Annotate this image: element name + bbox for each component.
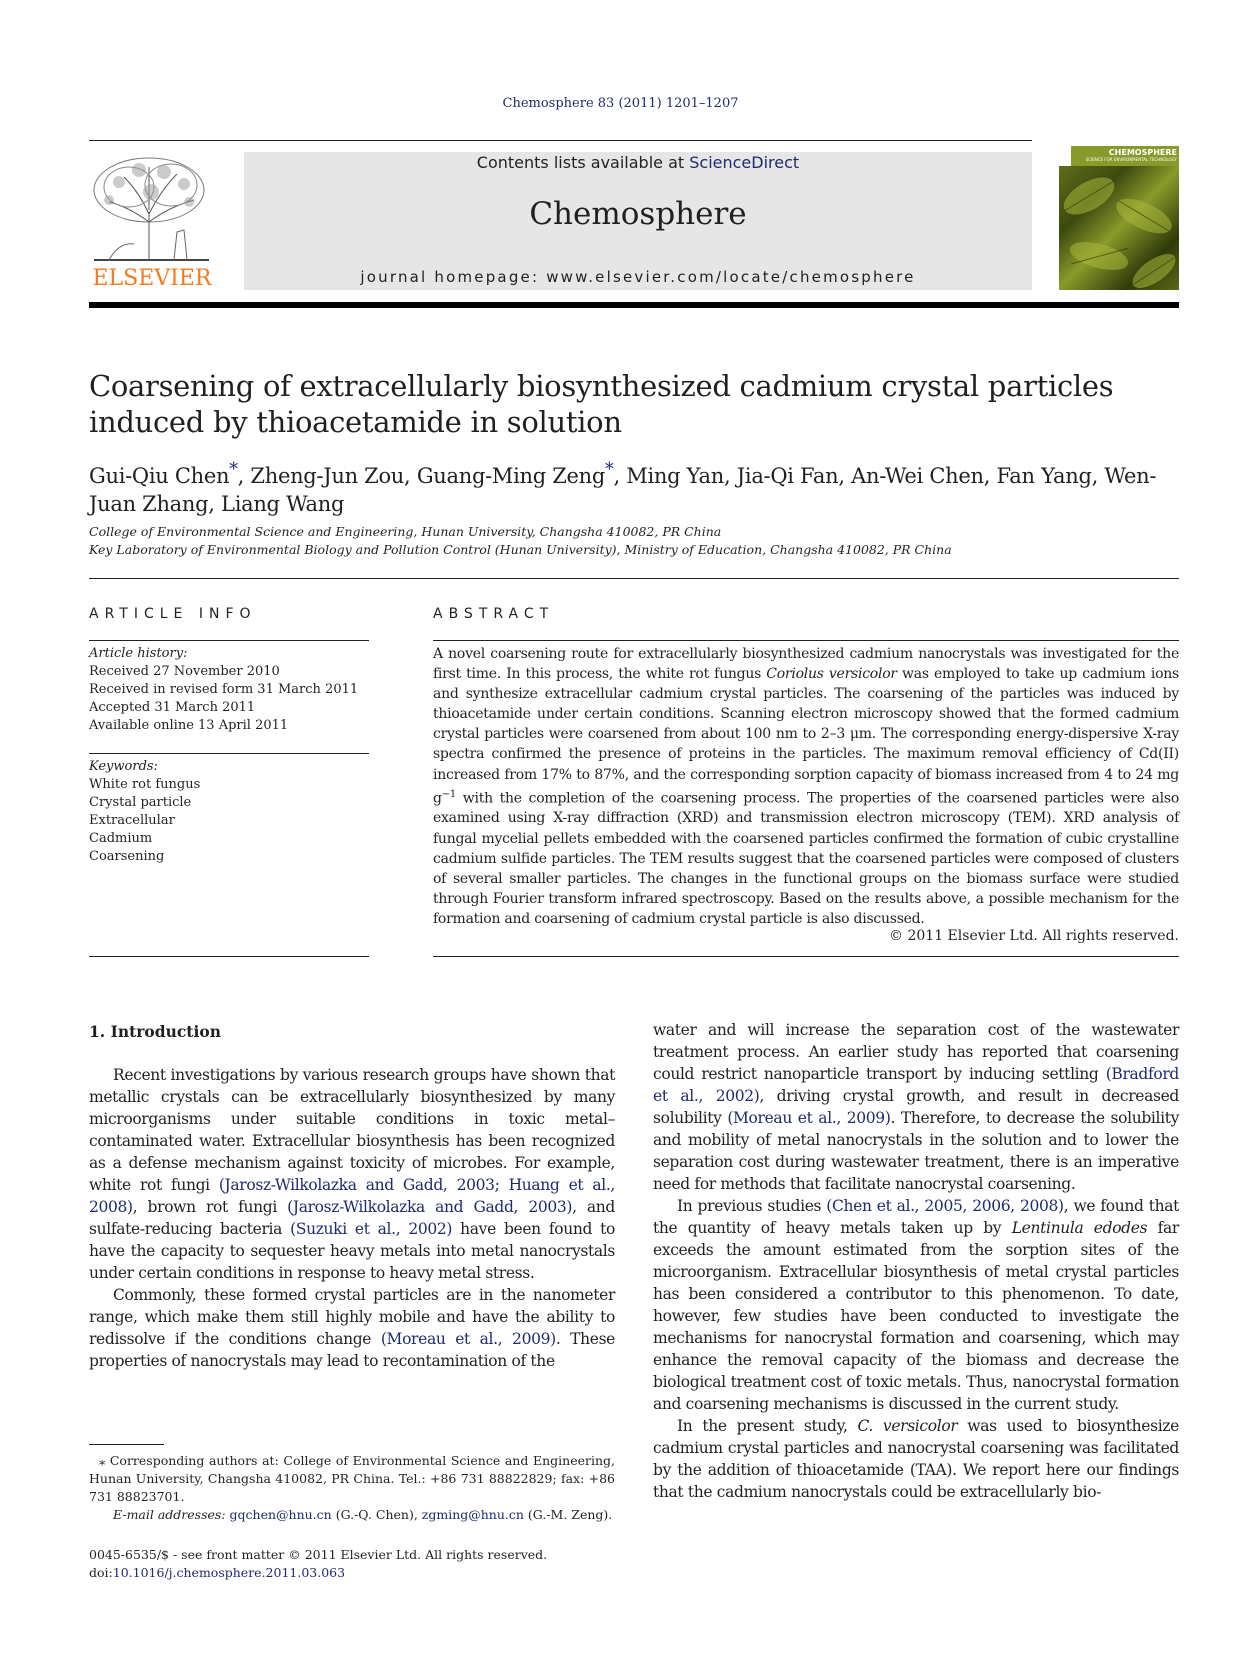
email-owner: (G.-M. Zeng). — [523, 1507, 613, 1522]
author-separator: , — [613, 464, 627, 488]
author-separator: , — [838, 464, 852, 488]
front-matter-line: 0045-6535/$ - see front matter © 2011 Elsevier Ltd. All rights reserved. — [89, 1547, 548, 1562]
text-run: was used to biosynthesize cadmium crystal particles and nanocrystal coarsening was facilitated by the addition of thioacetamide (TAA). We report here our findings that the cadmium nanocrystals could be extracellularly bio- — [653, 1417, 1179, 1501]
keywords-label: Keywords: — [89, 759, 158, 774]
intro-paragraph-2-continued — [653, 1019, 1179, 1195]
history-online: Available online 13 April 2011 — [89, 718, 289, 733]
intro-paragraph-3 — [653, 1195, 1179, 1415]
author-separator: , — [208, 492, 222, 516]
journal-citation[interactable]: Chemosphere 83 (2011) 1201–1207 — [502, 96, 739, 111]
corresponding-author-footnote — [89, 1452, 615, 1524]
author-list — [89, 456, 1179, 518]
author-name: Ming Yan — [626, 464, 725, 488]
journal-name: Chemosphere — [529, 196, 747, 232]
intro-left-column — [89, 1064, 615, 1372]
keyword-item: Extracellular — [89, 813, 175, 828]
doi-link[interactable]: 10.1016/j.chemosphere.2011.03.063 — [112, 1565, 346, 1580]
text-run: . Therefore, to decrease the solubility and mobility of metal nanocrystals in the solution and to lower the separation cost during wastewater treatment, there is an imperative need for methods that facilitate nanocrystal coarsening. — [653, 1109, 1180, 1193]
reference-link[interactable]: (Chen et al., 2005, 2006, 2008) — [826, 1197, 1064, 1215]
sciencedirect-link[interactable]: ScienceDirect — [689, 153, 800, 172]
author-name: An-Wei Chen — [851, 464, 984, 488]
header-thick-rule — [89, 302, 1179, 308]
author-name: Guang-Ming Zeng — [416, 464, 606, 488]
author-separator: , — [237, 464, 251, 488]
abstract-part: with the completion of the coarsening process. The properties of the coarsened particles were also examined using X-ray diffraction (XRD) and transmission electron microscopy (TEM). XRD analysis of fungal mycelial pellets embedded with the coarsened particles confirmed the formation of cubic crystalline cadmium sulfide particles. The TEM results suggest that the coarsened particles were composed of clusters of several smaller particles. The changes in the functional groups on the biomass surface were studied through Fourier transform infrared spectroscopy. Based on the results above, a possible mechanism for the formation and coarsening of cadmium crystal particle is also discussed. — [433, 790, 1179, 927]
text-run: , driving crystal growth, and result in decreased solubility — [653, 1087, 1179, 1127]
footnote-rule — [89, 1444, 164, 1445]
abstract-heading: ABSTRACT — [433, 606, 555, 622]
email-link[interactable]: gqchen@hnu.cn — [229, 1507, 332, 1522]
article-history — [89, 645, 369, 735]
footnote-body: Corresponding authors at: College of Environmental Science and Engineering, Hunan University, Changsha 410082, PR China. Tel.: +86 731 88822829; fax: +86 731 88823701. — [89, 1453, 615, 1504]
keyword-item: Crystal particle — [89, 795, 192, 810]
journal-homepage-link[interactable]: journal homepage: www.elsevier.com/locate/chemosphere — [360, 268, 916, 286]
intro-right-column — [653, 1019, 1179, 1503]
journal-cover-thumbnail[interactable] — [1059, 140, 1179, 290]
corresponding-author-mark[interactable]: * — [605, 460, 614, 480]
email-label: E-mail addresses: — [113, 1507, 226, 1522]
abstract-part: was employed to take up cadmium ions and synthesize extracellular cadmium crystal particles. The coarsening of the particles was induced by thioacetamide under certain conditions. Scanning electron microscopy showed that the formed cadmium crystal particles were coarsened from about 100 nm to 2–3 μm. The corresponding energy-dispersive X-ray spectra confirmed the presence of proteins in the particles. The maximum removal efficiency of Cd(II) increased from 17% to 87%, and the corresponding sorption capacity of biomass increased from 4 to 24 mg g — [433, 666, 1179, 807]
author-name: Wen-Juan Zhang — [89, 464, 1157, 516]
history-accepted: Accepted 31 March 2011 — [89, 700, 256, 715]
reference-link[interactable]: (Jarosz-Wilkolazka and Gadd, 2003) — [287, 1198, 573, 1216]
corresponding-author-mark[interactable]: * — [229, 460, 238, 480]
contents-prefix: Contents lists available at — [476, 153, 690, 172]
text-run: Commonly, these formed crystal particles are in the nanometer range, which make them still highly mobile and have the ability to redissolve if the conditions change — [89, 1286, 615, 1348]
info-rule-bottom — [89, 956, 369, 957]
history-received: Received 27 November 2010 — [89, 664, 280, 679]
doi-prefix: doi: — [89, 1565, 113, 1580]
species-name: C. versicolor — [857, 1417, 958, 1435]
text-run: far exceeds the amount estimated from the sorption sites of the microorganism. Extracellular biosynthesis of metal crystal particles has been considered a contributor to this phenomenon. To date, however, few studies have been conducted to investigate the mechanisms for nanocrystal formation and coarsening, which may enhance the removal capacity of the biomass and decrease the biological treatment cost of toxic metals. Thus, nanocrystal formation and coarsening mechanisms is discussed in the current study. — [653, 1219, 1179, 1413]
abstract-part: A novel coarsening route for extracellularly biosynthesized cadmium nanocrystals was investigated for the first time. In this process, the white rot fungus — [433, 646, 1179, 683]
author-name: Liang Wang — [221, 492, 345, 516]
keyword-item: Coarsening — [89, 849, 165, 864]
intro-paragraph-4 — [653, 1415, 1179, 1503]
article-title: Coarsening of extracellularly biosynthesized cadmium crystal particles induced by thioacetamide in solution — [89, 369, 1114, 439]
info-rule-2 — [89, 753, 369, 754]
affiliation-rule — [89, 578, 1179, 579]
intro-paragraph-2 — [89, 1284, 615, 1372]
keyword-item: Cadmium — [89, 831, 153, 846]
text-run: , and sulfate-reducing bacteria — [89, 1198, 615, 1238]
text-run: In previous studies — [677, 1197, 827, 1215]
footnote-emails — [89, 1506, 615, 1524]
contents-line — [244, 152, 1032, 174]
cover-subtitle: SCIENCE FOR ENVIRONMENTAL TECHNOLOGY — [1085, 157, 1177, 162]
text-run: have been found to have the capacity to sequester heavy metals into metal nanocrystals under certain conditions in response to heavy metal stress. — [89, 1220, 615, 1282]
email-link[interactable]: zgming@hnu.cn — [421, 1507, 524, 1522]
reference-link[interactable]: (Jarosz-Wilkolazka and Gadd, 2003; Huang et al., 2008) — [89, 1176, 615, 1216]
keywords-block — [89, 758, 369, 866]
author-separator: , — [983, 464, 997, 488]
elsevier-wordmark[interactable]: ELSEVIER — [92, 266, 212, 291]
email-owner: (G.-Q. Chen), — [331, 1507, 422, 1522]
abstract-rule-top — [433, 640, 1179, 641]
author-separator: , — [1091, 464, 1105, 488]
tree-icon — [89, 152, 215, 262]
header-rule — [89, 140, 1032, 141]
article-info-heading: ARTICLE INFO — [89, 606, 257, 622]
issn-doi-block — [89, 1546, 689, 1582]
text-run: In the present study, — [677, 1417, 858, 1435]
footnote-star: ⁎ — [99, 1453, 106, 1468]
author-name: Zheng-Jun Zou — [250, 464, 405, 488]
species-name: Lentinula edodes — [1011, 1219, 1148, 1237]
footnote-text — [89, 1452, 615, 1506]
reference-link[interactable]: (Bradford et al., 2002) — [653, 1065, 1179, 1105]
keyword-item: White rot fungus — [89, 777, 201, 792]
author-name: Jia-Qi Fan — [736, 464, 839, 488]
journal-banner — [244, 152, 1032, 290]
abstract-rule-bottom — [433, 956, 1179, 957]
abstract-text — [433, 644, 1179, 929]
author-separator: , — [724, 464, 737, 488]
intro-paragraph-1 — [89, 1064, 615, 1284]
reference-link[interactable]: (Suzuki et al., 2002) — [290, 1220, 453, 1238]
text-run: . These properties of nanocrystals may lead to recontamination of the — [89, 1330, 616, 1370]
doi-line — [89, 1564, 689, 1582]
leaf-pattern-icon — [1059, 166, 1179, 290]
intro-heading: 1. Introduction — [89, 1022, 221, 1041]
history-label: Article history: — [89, 646, 188, 661]
author-name: Fan Yang — [996, 464, 1092, 488]
text-run: Recent investigations by various research groups have shown that metallic crystals can be extracellularly biosynthesized by many microorganisms under suitable conditions in toxic metal–contaminated water. Extracellular biosynthesis has been recognized as a defense mechanism against toxicity of microbes. For example, white rot fungi — [89, 1066, 615, 1194]
abstract-species: Coriolus versicolor — [766, 666, 897, 683]
abstract-copyright: © 2011 Elsevier Ltd. All rights reserved. — [889, 928, 1179, 944]
reference-link[interactable]: (Moreau et al., 2009) — [727, 1109, 891, 1127]
history-revised: Received in revised form 31 March 2011 — [89, 682, 359, 697]
author-name: Gui-Qiu Chen — [89, 464, 230, 488]
abstract-superscript: −1 — [441, 788, 456, 800]
affiliation-2: Key Laboratory of Environmental Biology and Pollution Control (Hunan University), Ministry of Education, Changsha 410082, PR China — [89, 542, 952, 557]
text-run: , brown rot fungi — [132, 1198, 288, 1216]
text-run: water and will increase the separation cost of the wastewater treatment process. An earlier study has reported that coarsening could restrict nanoparticle transport by inducing settling — [653, 1021, 1179, 1083]
text-run: , we found that the quantity of heavy metals taken up by — [653, 1197, 1179, 1237]
info-rule-1 — [89, 640, 369, 641]
affiliation-1: College of Environmental Science and Engineering, Hunan University, Changsha 410082, PR China — [89, 524, 722, 539]
author-separator: , — [404, 464, 417, 488]
cover-title: CHEMOSPHERE — [1108, 148, 1177, 157]
reference-link[interactable]: (Moreau et al., 2009) — [380, 1330, 556, 1348]
